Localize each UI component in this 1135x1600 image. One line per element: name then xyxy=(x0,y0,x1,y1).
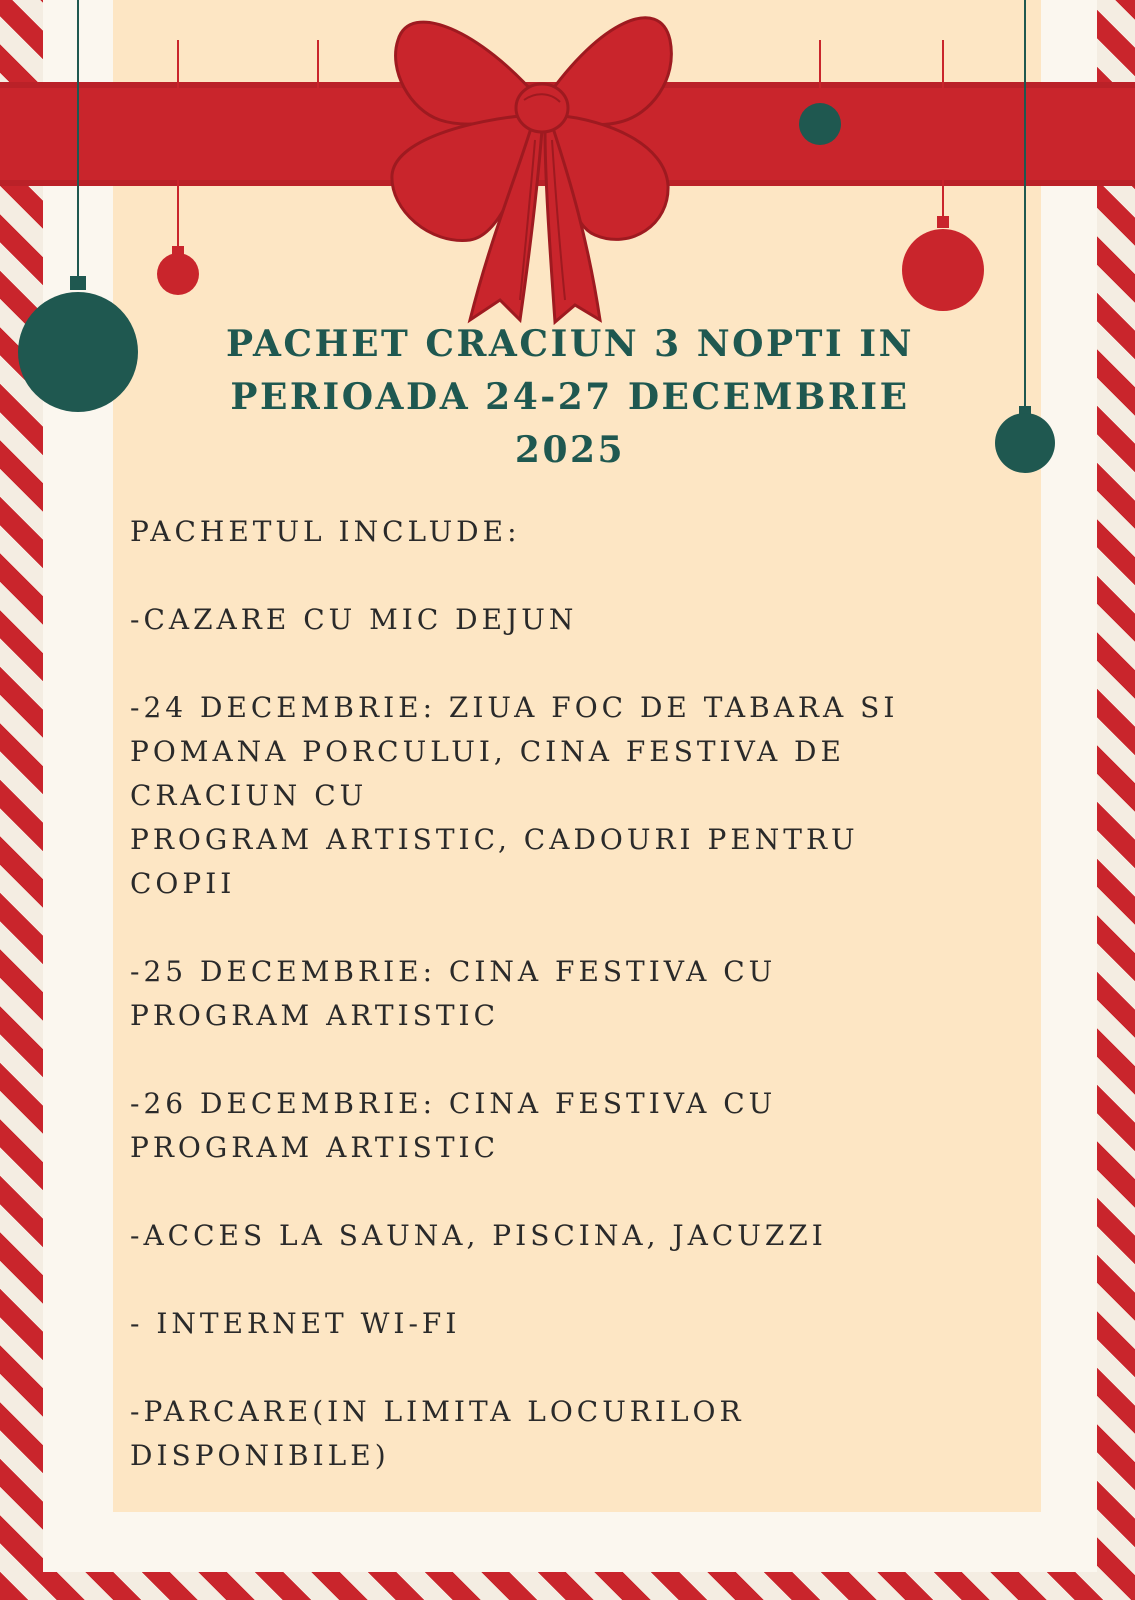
ornament-teal-top-right xyxy=(799,103,841,145)
list-item: CRACIUN CU xyxy=(130,779,368,812)
ornament-large-red-right xyxy=(902,216,984,311)
list-item: -PARCARE(IN LIMITA LOCURILOR xyxy=(130,1395,745,1428)
list-item: PROGRAM ARTISTIC xyxy=(130,1131,500,1164)
list-item: - INTERNET WI-FI xyxy=(130,1307,461,1340)
package-details xyxy=(130,510,1030,1478)
list-item: PROGRAM ARTISTIC, CADOURI PENTRU xyxy=(130,823,859,856)
list-item: -CAZARE CU MIC DEJUN xyxy=(130,603,578,636)
title-line-2: PERIOADA 24-27 DECEMBRIE xyxy=(230,376,910,418)
list-item: POMANA PORCULUI, CINA FESTIVA DE xyxy=(130,735,845,768)
list-item: -25 DECEMBRIE: CINA FESTIVA CU xyxy=(130,955,777,988)
ornament-large-teal xyxy=(18,276,138,412)
page-title xyxy=(140,318,1000,477)
ornament-small-red xyxy=(157,246,199,295)
ornament-small-teal-right xyxy=(995,406,1055,473)
list-item: PROGRAM ARTISTIC xyxy=(130,999,500,1032)
list-item: -26 DECEMBRIE: CINA FESTIVA CU xyxy=(130,1087,777,1120)
bow-icon xyxy=(392,18,671,322)
list-item: DISPONIBILE) xyxy=(130,1439,390,1472)
list-item: -24 DECEMBRIE: ZIUA FOC DE TABARA SI xyxy=(130,691,899,724)
title-line-1: PACHET CRACIUN 3 NOPTI IN xyxy=(226,323,914,365)
list-item: COPII xyxy=(130,867,236,900)
intro-text: PACHETUL INCLUDE: xyxy=(130,515,521,548)
title-line-3: 2025 xyxy=(514,429,626,471)
list-item: -ACCES LA SAUNA, PISCINA, JACUZZI xyxy=(130,1219,827,1252)
